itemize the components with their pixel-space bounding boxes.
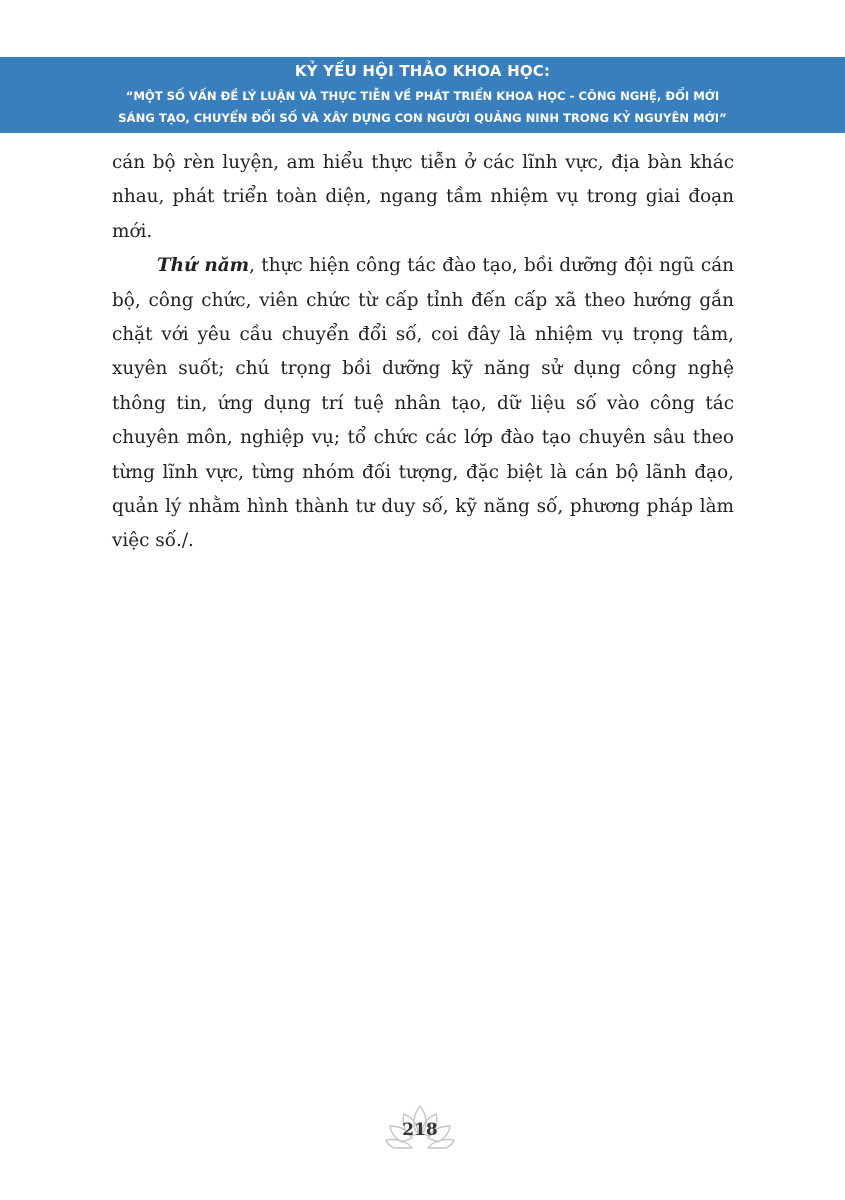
page-number: 218 [402, 1120, 438, 1140]
header-banner [0, 57, 845, 133]
page-body [112, 146, 734, 559]
paragraph-2-text: , thực hiện công tác đào tạo, bồi dưỡng đội ngũ cán bộ, công chức, viên chức từ cấp tỉnh đến cấp xã theo hướng gắn chặt với yêu cầu chuyển đổi số, coi đây là nhiệm vụ trọng tâm, xuyên suốt; chú trọng bồi dưỡng kỹ năng sử dụng công nghệ thông tin, ứng dụng trí tuệ nhân tạo, dữ liệu số vào công tác chuyên môn, nghiệp vụ; tổ chức các lớp đào tạo chuyên sâu theo từng lĩnh vực, từng nhóm đối tượng, đặc biệt là cán bộ lãnh đạo, quản lý nhằm hình thành tư duy số, kỹ năng số, phương pháp làm việc số./. [112, 255, 734, 552]
header-title: KỶ YẾU HỘI THẢO KHOA HỌC: [294, 62, 551, 80]
header-subtitle-line2: SÁNG TẠO, CHUYỂN ĐỔI SỐ VÀ XÂY DỰNG CON NGƯỜI QUẢNG NINH TRONG KỶ NGUYÊN MỚI” [118, 111, 727, 125]
page-footer [380, 1104, 460, 1154]
header-subtitle-line1: “MỘT SỐ VẤN ĐỀ LÝ LUẬN VÀ THỰC TIỄN VỀ PHÁT TRIỂN KHOA HỌC - CÔNG NGHỆ, ĐỔI MỚI [125, 89, 720, 103]
paragraph-1: cán bộ rèn luyện, am hiểu thực tiễn ở các lĩnh vực, địa bàn khác nhau, phát triển toàn diện, ngang tầm nhiệm vụ trong giai đoạn mới. [112, 152, 734, 242]
paragraph-2 [112, 249, 734, 559]
paragraph-2-lead: Thứ năm [157, 255, 250, 277]
